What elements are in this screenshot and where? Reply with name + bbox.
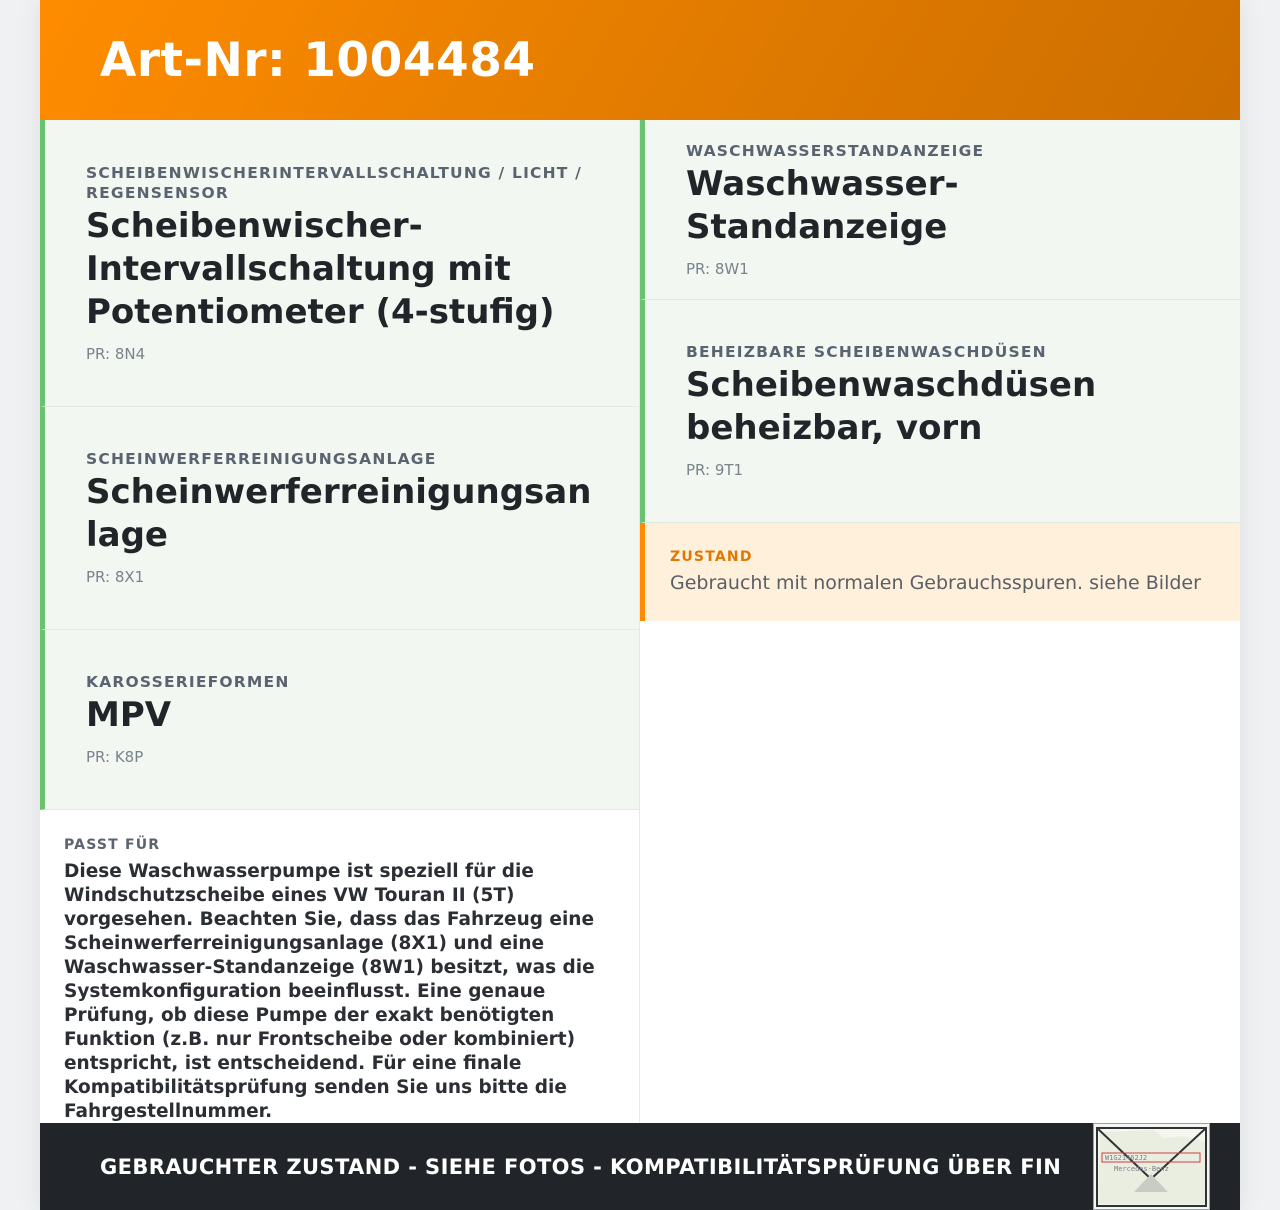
feature-pr-code: PR: 8N4 bbox=[86, 344, 146, 363]
thumbnail-vin: W1G21462J2 bbox=[1105, 1154, 1148, 1162]
compatibility-label: PASST FÜR bbox=[64, 837, 161, 853]
envelope-icon bbox=[1094, 1124, 1209, 1209]
page-header bbox=[40, 0, 1240, 120]
feature-title: Scheinwerferreinigungsanlage bbox=[86, 472, 592, 555]
feature-pr-code: PR: 8X1 bbox=[86, 568, 145, 586]
datasheet-page bbox=[40, 0, 1240, 1210]
feature-title: Scheibenwischer-Intervallschaltung mit Potentiometer (4-stufig) bbox=[86, 205, 555, 332]
condition-box bbox=[640, 523, 1240, 621]
document-thumbnail[interactable] bbox=[1093, 1123, 1210, 1210]
feature-category: SCHEINWERFERREINIGUNGSANLAGE bbox=[86, 450, 437, 468]
content-columns bbox=[40, 120, 1240, 1123]
article-number-title: Art-Nr: 1004484 bbox=[100, 32, 536, 88]
feature-title: MPV bbox=[86, 695, 172, 735]
feature-category: KAROSSERIEFORMEN bbox=[86, 673, 290, 691]
feature-card bbox=[640, 300, 1240, 523]
right-column bbox=[640, 120, 1240, 1123]
left-column bbox=[40, 120, 640, 1123]
condition-text: Gebraucht mit normalen Gebrauchsspuren. siehe Bilder bbox=[670, 572, 1201, 594]
condition-label: ZUSTAND bbox=[670, 549, 753, 565]
feature-title: Scheibenwaschdüsen beheizbar, vorn bbox=[686, 365, 1097, 448]
compatibility-text: Diese Waschwasserpumpe ist speziell für die Windschutzscheibe eines VW Touran II (5T) vorgesehen. Beachten Sie, dass das Fahrzeug eine Scheinwerferreinigungsanlage (8X1) und eine Waschwasser-Standanzeige (8W1) besitzt, was die Systemkonfiguration beeinflusst. Eine genaue Prüfung, ob diese Pumpe der exakt benötigten Funktion (z.B. nur Frontscheibe oder kombiniert) entspricht, ist entscheidend. Für eine finale Kompatibilitätsprüfung senden Sie uns bitte die Fahrgestellnummer. bbox=[64, 861, 595, 1122]
feature-pr-code: PR: K8P bbox=[86, 748, 144, 766]
feature-card bbox=[40, 630, 639, 810]
feature-pr-code: PR: 9T1 bbox=[686, 461, 744, 479]
feature-card bbox=[640, 120, 1240, 300]
compatibility-section bbox=[40, 810, 639, 1124]
feature-category: SCHEIBENWISCHERINTERVALLSCHALTUNG / LICHT / REGENSENSOR bbox=[86, 163, 583, 202]
footer-text: GEBRAUCHTER ZUSTAND - SIEHE FOTOS - KOMPATIBILITÄTSPRÜFUNG ÜBER FIN bbox=[100, 1154, 1062, 1179]
feature-card bbox=[40, 407, 639, 630]
feature-pr-code: PR: 8W1 bbox=[686, 259, 749, 278]
thumbnail-brand: Mercedes-Benz bbox=[1114, 1165, 1169, 1173]
feature-category: WASCHWASSERSTANDANZEIGE bbox=[686, 141, 985, 160]
feature-card bbox=[40, 120, 639, 407]
feature-title: Waschwasser-Standanzeige bbox=[686, 163, 959, 247]
feature-category: BEHEIZBARE SCHEIBENWASCHDÜSEN bbox=[686, 343, 1047, 361]
page-footer bbox=[40, 1123, 1240, 1210]
